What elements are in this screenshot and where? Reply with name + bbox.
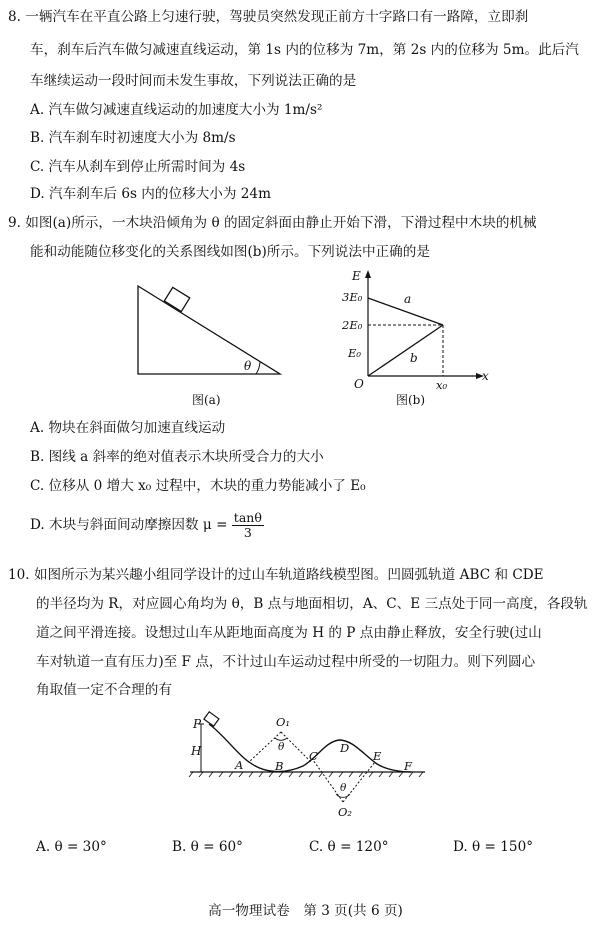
q10-stem-line2: 的半径均为 R，对应圆心角均为 θ，B 点与地面相切，A、C、E 三点处于同一高度，各段轨 [36,596,588,612]
label-o1: O₁ [276,715,291,729]
label-o2: O₂ [338,805,353,819]
line-label-a: a [404,292,412,306]
q10-stem-line3: 道之间平滑连接。设想过山车从距地面高度为 H 的 P 点由静止释放，安全行驶(过山 [36,625,542,641]
q9-stem-line2: 能和动能随位移变化的关系图线如图(b)所示。下列说法中正确的是 [30,244,430,260]
q10-option-c: C. θ = 120° [309,839,389,855]
q8-option-a: A. 汽车做匀减速直线运动的加速度大小为 1m/s² [30,102,323,118]
q9-option-b: B. 图线 a 斜率的绝对值表示木块所受合力的大小 [30,449,324,465]
figure-a-incline [130,280,290,408]
label-theta-o2: θ [340,782,347,794]
figure-b-caption: 图(b) [396,393,426,407]
incline-triangle [138,286,280,374]
fraction-denominator: 3 [243,525,252,540]
radius-o1-a [249,732,281,762]
figure-a-caption: 图(a) [192,393,221,407]
q8-option-b: B. 汽车刹车时初速度大小为 8m/s [30,130,236,146]
label-c: C [309,749,318,763]
label-e: E [373,749,382,763]
q8-option-d: D. 汽车刹车后 6s 内的位移大小为 24m [30,186,271,202]
theta-arc [256,362,260,374]
q8-option-c: C. 汽车从刹车到停止所需时间为 4s [30,159,246,175]
label-d: D [340,741,350,755]
q9-option-d [30,511,264,540]
q9-option-d-text: D. 木块与斜面间动摩擦因数 μ = [30,517,228,533]
block [164,287,189,311]
theta-arc-o1 [275,738,287,740]
q10-stem-line1: 10. 如图所示为某兴趣小组同学设计的过山车轨道路线模型图。凹圆弧轨道 ABC 和 CDE [8,567,544,583]
label-a: A [235,758,244,772]
label-p: P [193,717,202,731]
theta-label: θ [244,359,252,373]
q8-stem-line1: 8. 一辆汽车在平直公路上匀速行驶，驾驶员突然发现正前方十字路口有一路障，立即刹 [8,9,529,25]
tick-2e0: 2E₀ [342,318,363,332]
line-label-b: b [410,351,418,365]
axis-label-x: x [482,369,489,383]
label-f: F [404,759,412,773]
q10-stem-line4: 车对轨道一直有压力)至 F 点，不计过山车运动过程中所受的一切阻力。则下列圆心 [36,654,536,670]
label-b: B [275,759,284,773]
q8-stem-line3: 车继续运动一段时间而未发生事故，下列说法正确的是 [30,73,357,89]
q10-option-a: A. θ = 30° [36,839,107,855]
axis-label-e: E [352,269,361,283]
fraction-numerator: tanθ [233,510,262,525]
figure-roller-coaster [185,710,430,830]
q9-option-c: C. 位移从 0 增大 x₀ 过程中，木块的重力势能减小了 E₀ [30,478,366,494]
page-footer: 高一物理试卷 第 3 页(共 6 页) [208,903,403,919]
q10-stem-line5: 角取值一定不合理的有 [36,682,172,698]
radius-o1-c [281,732,311,762]
origin-label: O [354,377,364,391]
mu-fraction [232,511,264,540]
tick-3e0: 3E₀ [342,290,363,304]
label-h: H [191,744,202,758]
tick-x0: x₀ [436,378,448,392]
label-theta-o1: θ [278,741,285,753]
figure-b-graph [330,268,500,413]
coaster-car [204,712,219,726]
tick-e0: E₀ [348,346,362,360]
q9-stem-line1: 9. 如图(a)所示，一木块沿倾角为 θ 的固定斜面由静止开始下滑，下滑过程中木块的机械 [8,215,537,231]
q10-option-b: B. θ = 60° [172,839,243,855]
graph-line-b [368,325,443,376]
y-axis-arrow [365,270,371,278]
ground-hatch [189,772,423,777]
q8-stem-line2: 车，刹车后汽车做匀减速直线运动，第 1s 内的位移为 7m，第 2s 内的位移为 5m。此后汽 [30,42,579,58]
q10-option-d: D. θ = 150° [453,839,534,855]
q9-option-a: A. 物块在斜面做匀加速直线运动 [30,420,226,436]
